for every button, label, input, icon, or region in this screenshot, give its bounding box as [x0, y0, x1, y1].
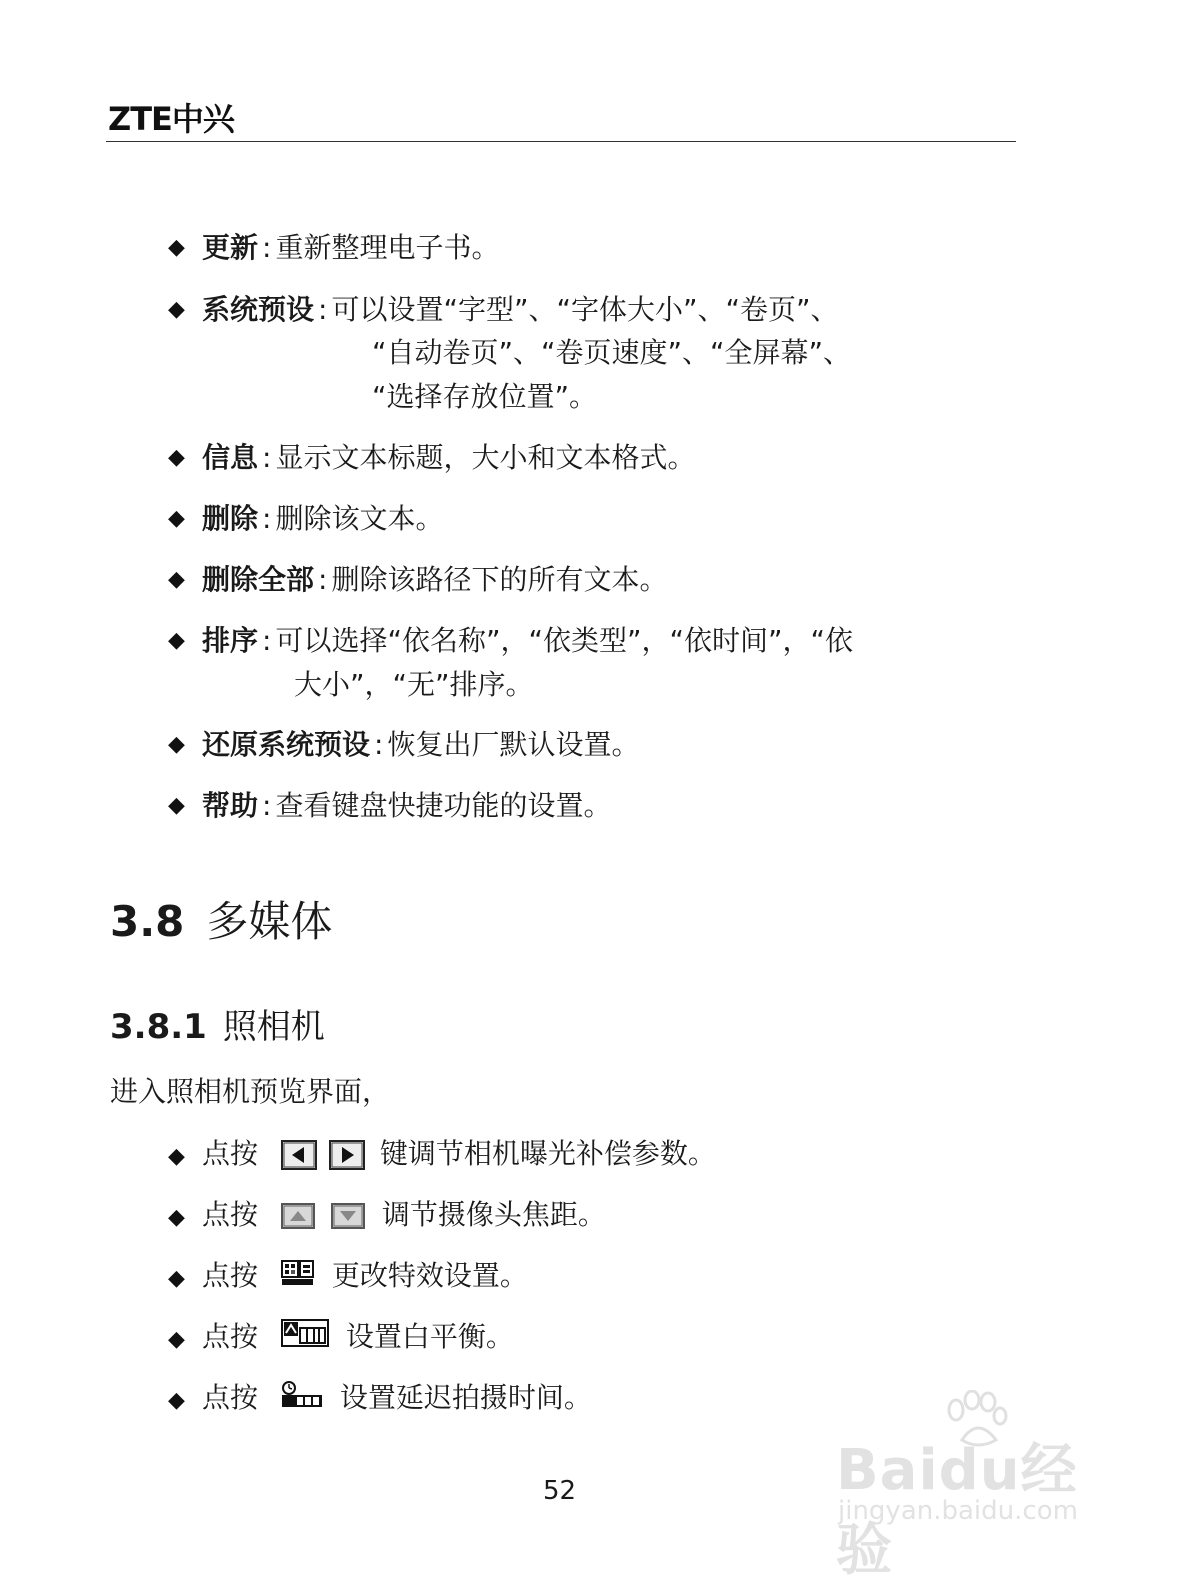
sort-continuation: 大小”，“无”排序。 [294, 668, 534, 701]
system-preset-continuation-2: “选择存放位置”。 [372, 380, 598, 413]
subsection-heading: 3.8.1 照相机 [110, 1007, 325, 1047]
intro-text: 进入照相机预览界面， [110, 1075, 391, 1108]
diamond-bullet-icon: ◆ [168, 1388, 185, 1413]
camera-item-effect: ◆ 点按 更改特效设置。 [168, 1254, 528, 1301]
diamond-bullet-icon: ◆ [168, 1144, 185, 1169]
diamond-bullet-icon: ◆ [168, 732, 185, 757]
camera-item-timer: ◆ 点按 设置延迟拍摄时间。 [168, 1376, 592, 1423]
diamond-bullet-icon: ◆ [168, 1266, 185, 1291]
diamond-bullet-icon: ◆ [168, 628, 185, 653]
white-balance-auto-icon [281, 1316, 329, 1360]
down-key-icon [331, 1203, 365, 1229]
page-number: 52 [543, 1476, 577, 1506]
camera-item-white-balance: ◆ 点按 设置白平衡。 [168, 1315, 514, 1362]
right-key-icon [329, 1140, 365, 1170]
camera-item-exposure: ◆ 点按 键调节相机曝光补偿参数。 [168, 1132, 716, 1179]
section-heading: 3.8 多媒体 [110, 897, 333, 946]
effect-off-icon [281, 1255, 315, 1299]
diamond-bullet-icon: ◆ [168, 506, 185, 531]
diamond-bullet-icon: ◆ [168, 235, 185, 260]
diamond-bullet-icon: ◆ [168, 793, 185, 818]
watermark-url: jingyan.baidu.com [838, 1496, 1078, 1526]
diamond-bullet-icon: ◆ [168, 567, 185, 592]
zte-logo: ZTE中兴 [108, 100, 234, 138]
diamond-bullet-icon: ◆ [168, 297, 185, 322]
timer-off-icon [281, 1377, 323, 1421]
diamond-bullet-icon: ◆ [168, 1205, 185, 1230]
up-key-icon [281, 1203, 315, 1229]
camera-item-focus: ◆ 点按 调节摄像头焦距。 [168, 1193, 606, 1240]
header-rule [106, 141, 1016, 142]
baidu-watermark [832, 1396, 1112, 1583]
diamond-bullet-icon: ◆ [168, 1327, 185, 1352]
system-preset-continuation-1: “自动卷页”、“卷页速度”、“全屏幕”、 [372, 336, 852, 369]
left-key-icon [281, 1140, 317, 1170]
diamond-bullet-icon: ◆ [168, 445, 185, 470]
watermark-brand: Baidu经验 [836, 1438, 1078, 1583]
